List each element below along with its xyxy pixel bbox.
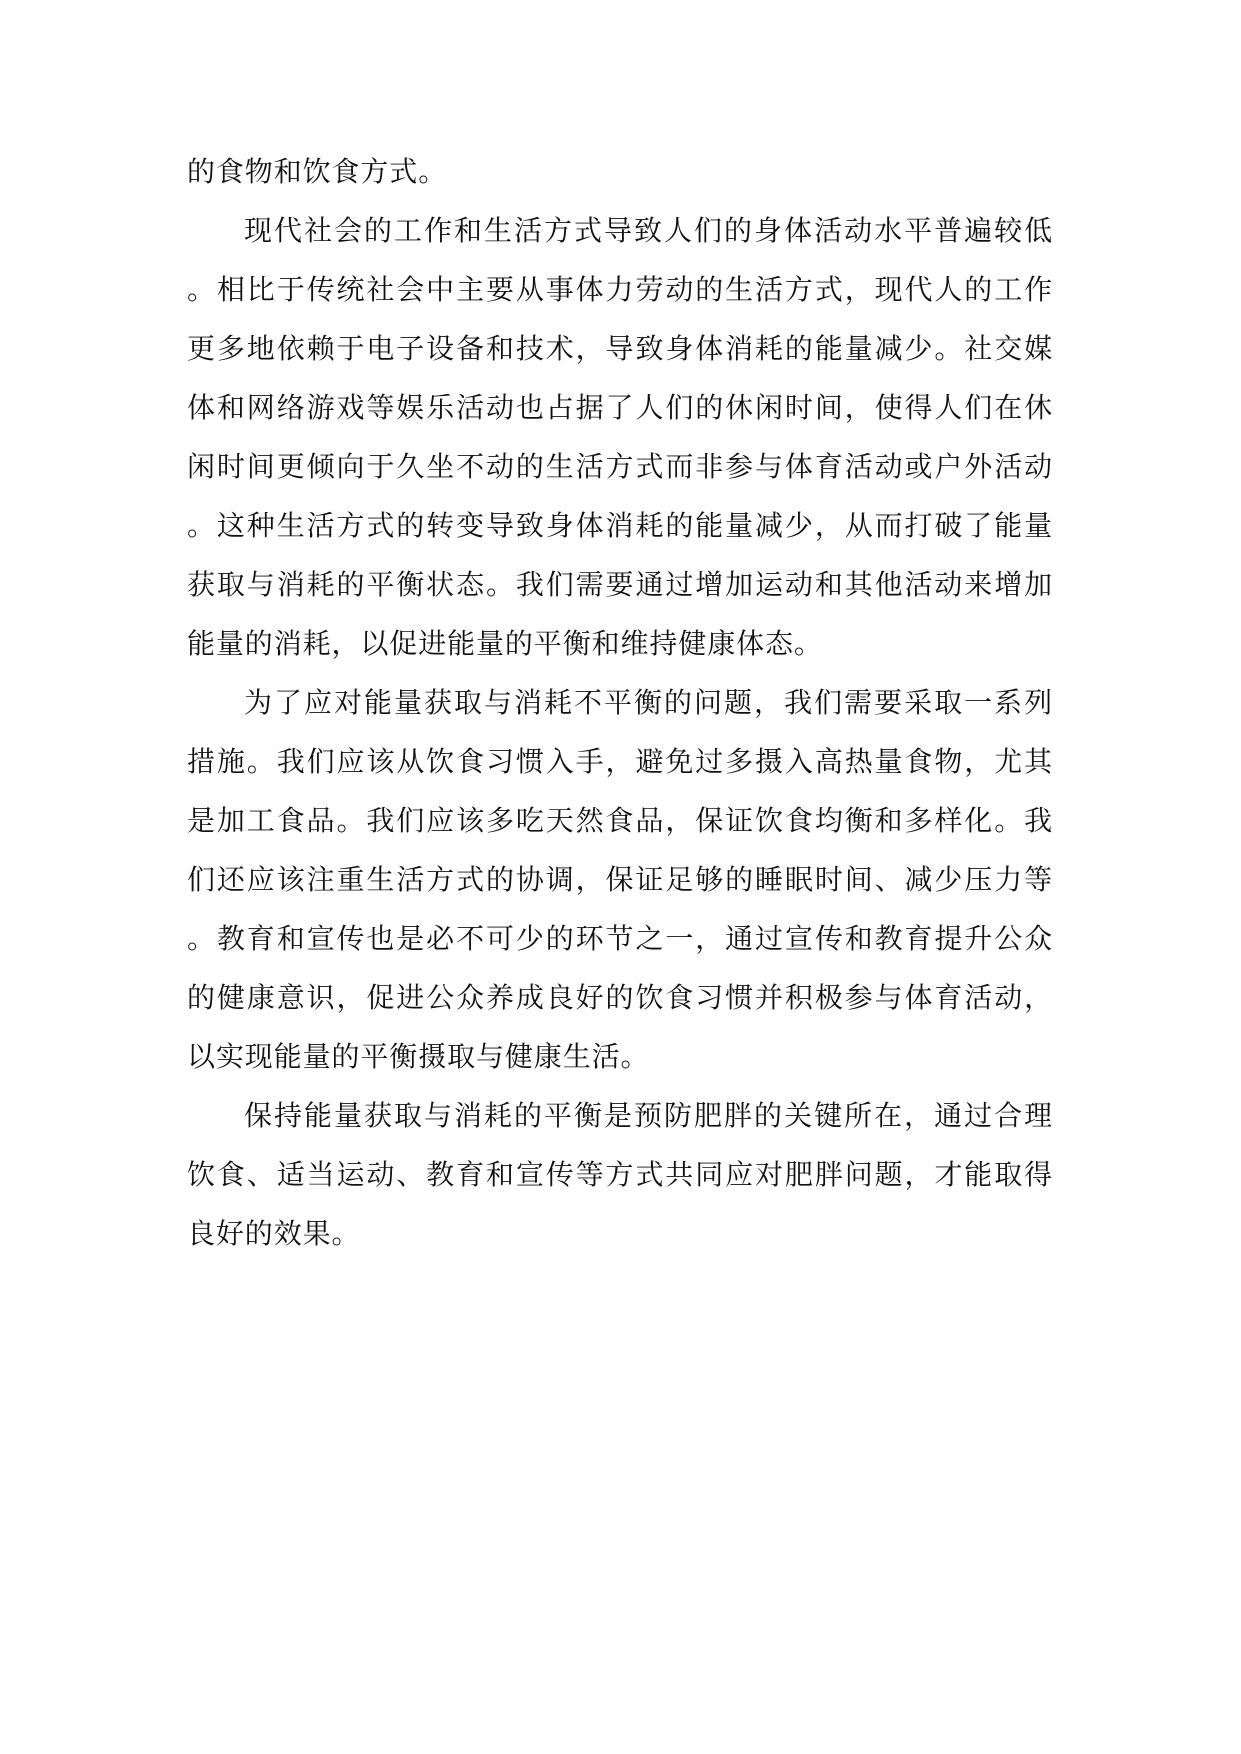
paragraph-3: 为了应对能量获取与消耗不平衡的问题，我们需要采取一系列措施。我们应该从饮食习惯入手，避免过多摄入高热量食物，尤其是加工食品。我们应该多吃天然食品，保证饮食均衡和多样化。我们还应该注重生活方式的协调，保证足够的睡眠时间、减少压力等。教育和宣传也是必不可少的环节之一，通过宣传和教育提升公众的健康意识，促进公众养成良好的饮食习惯并积极参与体育活动，以实现能量的平衡摄取与健康生活。 bbox=[187, 686, 1053, 1073]
paragraph-1: 的食物和饮食方式。 bbox=[187, 155, 448, 188]
paragraph-2: 现代社会的工作和生活方式导致人们的身体活动水平普遍较低。相比于传统社会中主要从事体力劳动的生活方式，现代人的工作更多地依赖于电子设备和技术，导致身体消耗的能量减少。社交媒体和网络游戏等娱乐活动也占据了人们的休闲时间，使得人们在休闲时间更倾向于久坐不动的生活方式而非参与体育活动或户外活动。这种生活方式的转变导致身体消耗的能量减少，从而打破了能量获取与消耗的平衡状态。我们需要通过增加运动和其他活动来增加能量的消耗，以促进能量的平衡和维持健康体态。 bbox=[187, 214, 1053, 660]
paragraph-4: 保持能量获取与消耗的平衡是预防肥胖的关键所在，通过合理饮食、适当运动、教育和宣传等方式共同应对肥胖问题，才能取得良好的效果。 bbox=[187, 1099, 1053, 1250]
document-body bbox=[187, 142, 1053, 1263]
